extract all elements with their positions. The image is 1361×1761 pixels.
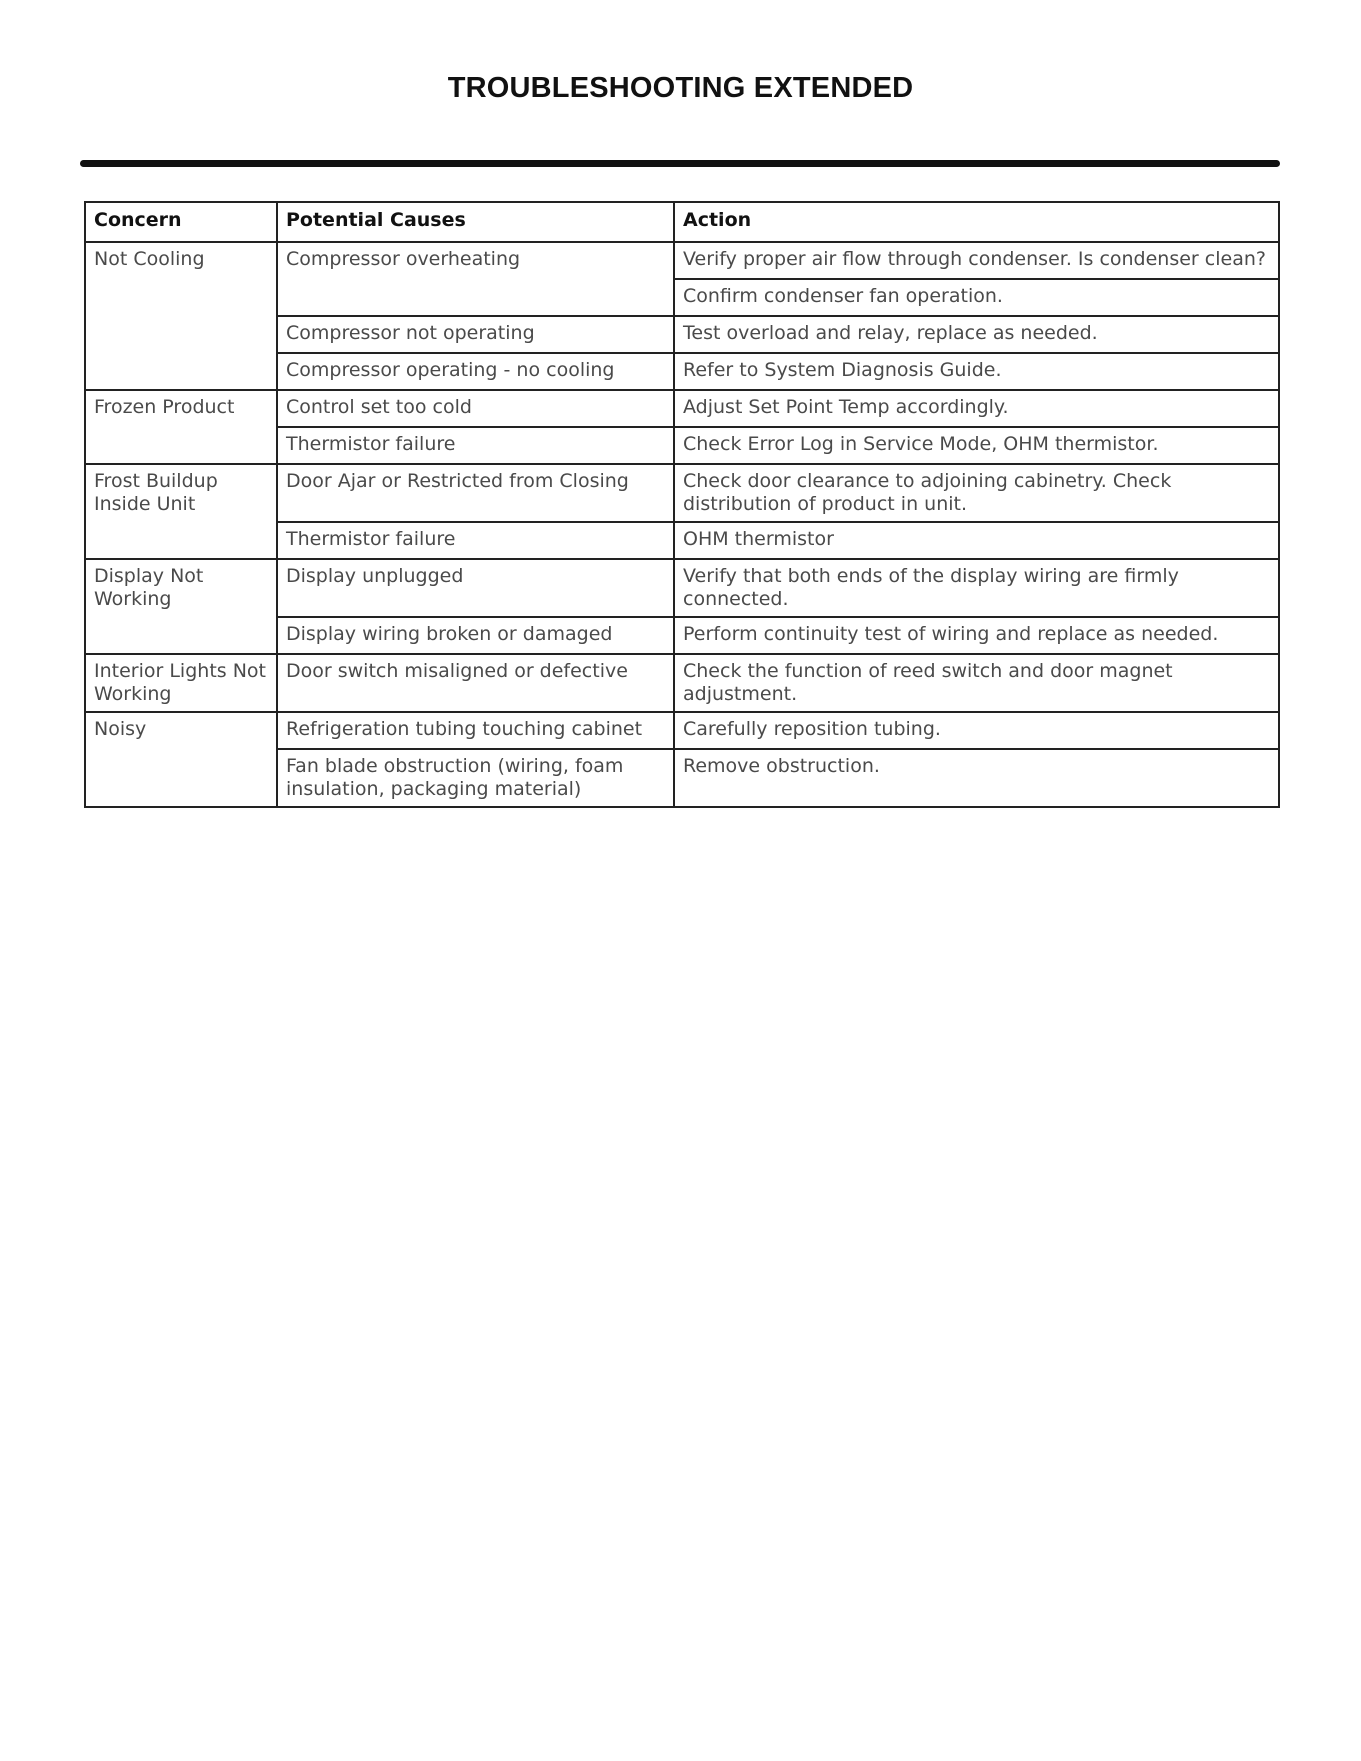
cause-cell: Compressor not operating [277, 316, 674, 353]
table-row [85, 464, 1279, 522]
cause-cell: Compressor overheating [277, 242, 674, 316]
action-cell: Check Error Log in Service Mode, OHM thermistor. [674, 427, 1279, 464]
cause-cell: Compressor operating - no cooling [277, 353, 674, 390]
cause-cell: Refrigeration tubing touching cabinet [277, 712, 674, 749]
action-cell: Confirm condenser fan operation. [674, 279, 1279, 316]
concern-cell: Display Not Working [85, 559, 277, 654]
action-cell: Remove obstruction. [674, 749, 1279, 807]
concern-cell: Not Cooling [85, 242, 277, 390]
table-row [85, 654, 1279, 712]
action-cell: Refer to System Diagnosis Guide. [674, 353, 1279, 390]
header-action: Action [674, 202, 1279, 242]
concern-cell: Interior Lights Not Working [85, 654, 277, 712]
concern-cell: Frozen Product [85, 390, 277, 464]
concern-cell: Frost Buildup Inside Unit [85, 464, 277, 559]
action-cell: OHM thermistor [674, 522, 1279, 559]
action-cell: Check door clearance to adjoining cabinetry. Check distribution of product in unit. [674, 464, 1279, 522]
table-row [85, 242, 1279, 279]
action-cell: Test overload and relay, replace as needed. [674, 316, 1279, 353]
table-header-row [85, 202, 1279, 242]
table-row [85, 559, 1279, 617]
action-cell: Check the function of reed switch and door magnet adjustment. [674, 654, 1279, 712]
cause-cell: Display wiring broken or damaged [277, 617, 674, 654]
header-potential-causes: Potential Causes [277, 202, 674, 242]
action-cell: Carefully reposition tubing. [674, 712, 1279, 749]
table-row [85, 712, 1279, 749]
header-concern: Concern [85, 202, 277, 242]
action-cell: Verify that both ends of the display wiring are firmly connected. [674, 559, 1279, 617]
concern-cell: Noisy [85, 712, 277, 807]
cause-cell: Display unplugged [277, 559, 674, 617]
cause-cell: Thermistor failure [277, 522, 674, 559]
cause-cell: Thermistor failure [277, 427, 674, 464]
cause-cell: Control set too cold [277, 390, 674, 427]
cause-cell: Fan blade obstruction (wiring, foam insulation, packaging material) [277, 749, 674, 807]
cause-cell: Door Ajar or Restricted from Closing [277, 464, 674, 522]
action-cell: Perform continuity test of wiring and replace as needed. [674, 617, 1279, 654]
troubleshooting-table [84, 201, 1280, 808]
table-row [85, 390, 1279, 427]
title-divider [80, 160, 1280, 167]
page-title: TROUBLESHOOTING EXTENDED [447, 72, 914, 104]
action-cell: Adjust Set Point Temp accordingly. [674, 390, 1279, 427]
action-cell: Verify proper air flow through condenser. Is condenser clean? [674, 242, 1279, 279]
cause-cell: Door switch misaligned or defective [277, 654, 674, 712]
